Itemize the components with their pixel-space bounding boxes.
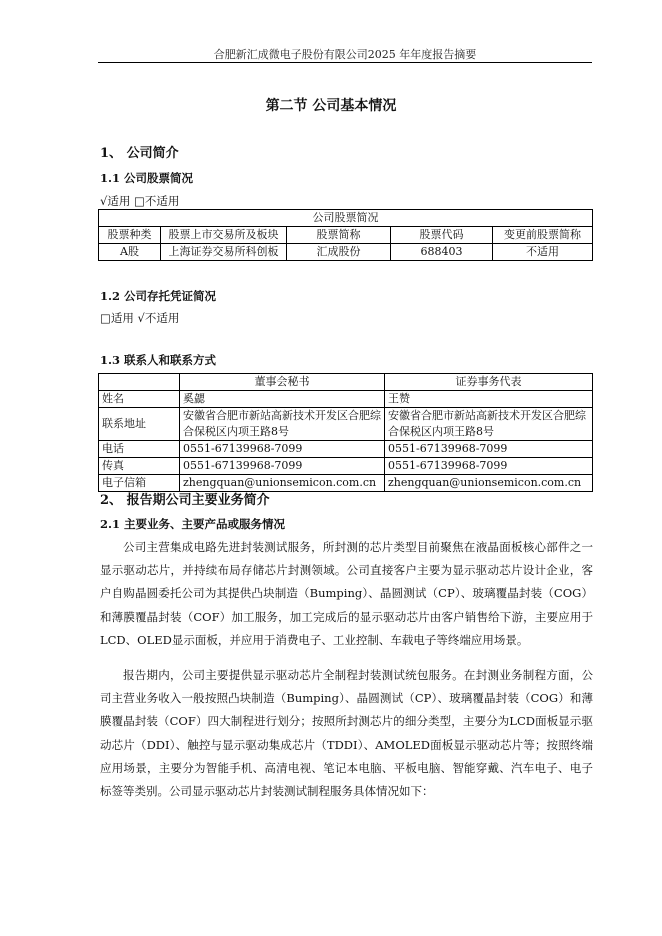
heading-main-business: 2、 报告期公司主要业务简介 (100, 493, 270, 508)
table-cell: 0551-67139968-7099 (385, 458, 593, 475)
heading-stock-overview: 1.1 公司股票简况 (100, 171, 194, 185)
table-cell: 0551-67139968-7099 (385, 441, 593, 458)
table-cell: 王赞 (385, 391, 593, 408)
contact-table (98, 373, 593, 492)
table-row (99, 408, 593, 441)
table-header-row (99, 227, 593, 244)
paragraph-business-overview: 公司主营集成电路先进封装测试服务，所封测的芯片类型目前聚焦在液晶面板核心部件之一显示驱动芯片，并持续布局存储芯片封测领域。公司直接客户主要为显示驱动芯片设计企业，客户自购晶圆委托公司为其提供凸块制造（Bumping）、晶圆测试（CP）、玻璃覆晶封装（COG）和薄膜覆晶封装（COF）加工服务，加工完成后的显示驱动芯片由客户销售给下游，主要应用于LCD、OLED显示面板，并应用于消费电子、工业控制、车载电子等终端应用场景。 (100, 540, 593, 647)
heading-company-profile: 1、 公司简介 (100, 146, 179, 161)
section-title: 第二节 公司基本情况 (265, 98, 397, 114)
row-label: 姓名 (99, 391, 180, 408)
table-cell: 688403 (391, 244, 493, 261)
header-divider (98, 62, 592, 63)
table-row (99, 244, 593, 261)
heading-contacts: 1.3 联系人和联系方式 (100, 353, 217, 367)
table-row (99, 441, 593, 458)
stock-table (98, 209, 593, 261)
table-cell: zhengquan@unionsemicon.com.cn (180, 475, 385, 492)
column-header: 变更前股票简称 (493, 227, 593, 244)
row-label: 联系地址 (99, 408, 180, 441)
table-cell: 安徽省合肥市新站高新技术开发区合肥综合保税区内项王路8号 (180, 408, 385, 441)
paragraph-reporting-period: 报告期内，公司主要提供显示驱动芯片全制程封装测试统包服务。在封测业务制程方面，公司主营业务收入一般按照凸块制造（Bumping）、晶圆测试（CP）、玻璃覆晶封装（COG）和薄膜覆晶封装（COF）四大制程进行划分；按照所封测芯片的细分类型，主要分为LCD面板显示驱动芯片（DDI）、触控与显示驱动集成芯片（TDDI）、AMOLED面板显示驱动芯片等；按照终端应用场景，主要分为智能手机、高清电视、笔记本电脑、平板电脑、智能穿戴、汽车电子、电子标签等类别。公司显示驱动芯片封装测试制程服务具体情况如下： (100, 668, 593, 799)
column-header: 股票简称 (287, 227, 391, 244)
table-cell: zhengquan@unionsemicon.com.cn (385, 475, 593, 492)
table-cell (99, 374, 180, 391)
table-cell: A股 (99, 244, 161, 261)
table-cell: 汇成股份 (287, 244, 391, 261)
table-row (99, 391, 593, 408)
column-header-secretary: 董事会秘书 (180, 374, 385, 391)
table-row (99, 458, 593, 475)
column-header: 股票种类 (99, 227, 161, 244)
row-label: 电话 (99, 441, 180, 458)
table-header-row (99, 374, 593, 391)
column-header: 股票代码 (391, 227, 493, 244)
table-cell: 不适用 (493, 244, 593, 261)
heading-products-services: 2.1 主要业务、主要产品或服务情况 (100, 517, 286, 531)
table-cell: 奚勰 (180, 391, 385, 408)
row-label: 电子信箱 (99, 475, 180, 492)
column-header-rep: 证券事务代表 (385, 374, 593, 391)
row-label: 传真 (99, 458, 180, 475)
table-cell: 安徽省合肥市新站高新技术开发区合肥综合保税区内项王路8号 (385, 408, 593, 441)
dr-applicability: □适用 √不适用 (100, 311, 180, 325)
stock-table-title: 公司股票简况 (99, 210, 593, 227)
table-cell: 0551-67139968-7099 (180, 458, 385, 475)
table-cell: 0551-67139968-7099 (180, 441, 385, 458)
table-cell: 上海证券交易所科创板 (161, 244, 287, 261)
column-header: 股票上市交易所及板块 (161, 227, 287, 244)
stock-applicability: √适用 □不适用 (100, 194, 180, 208)
page-header: 合肥新汇成微电子股份有限公司2025 年年度报告摘要 (213, 48, 477, 61)
heading-depositary-receipts: 1.2 公司存托凭证简况 (100, 289, 217, 303)
